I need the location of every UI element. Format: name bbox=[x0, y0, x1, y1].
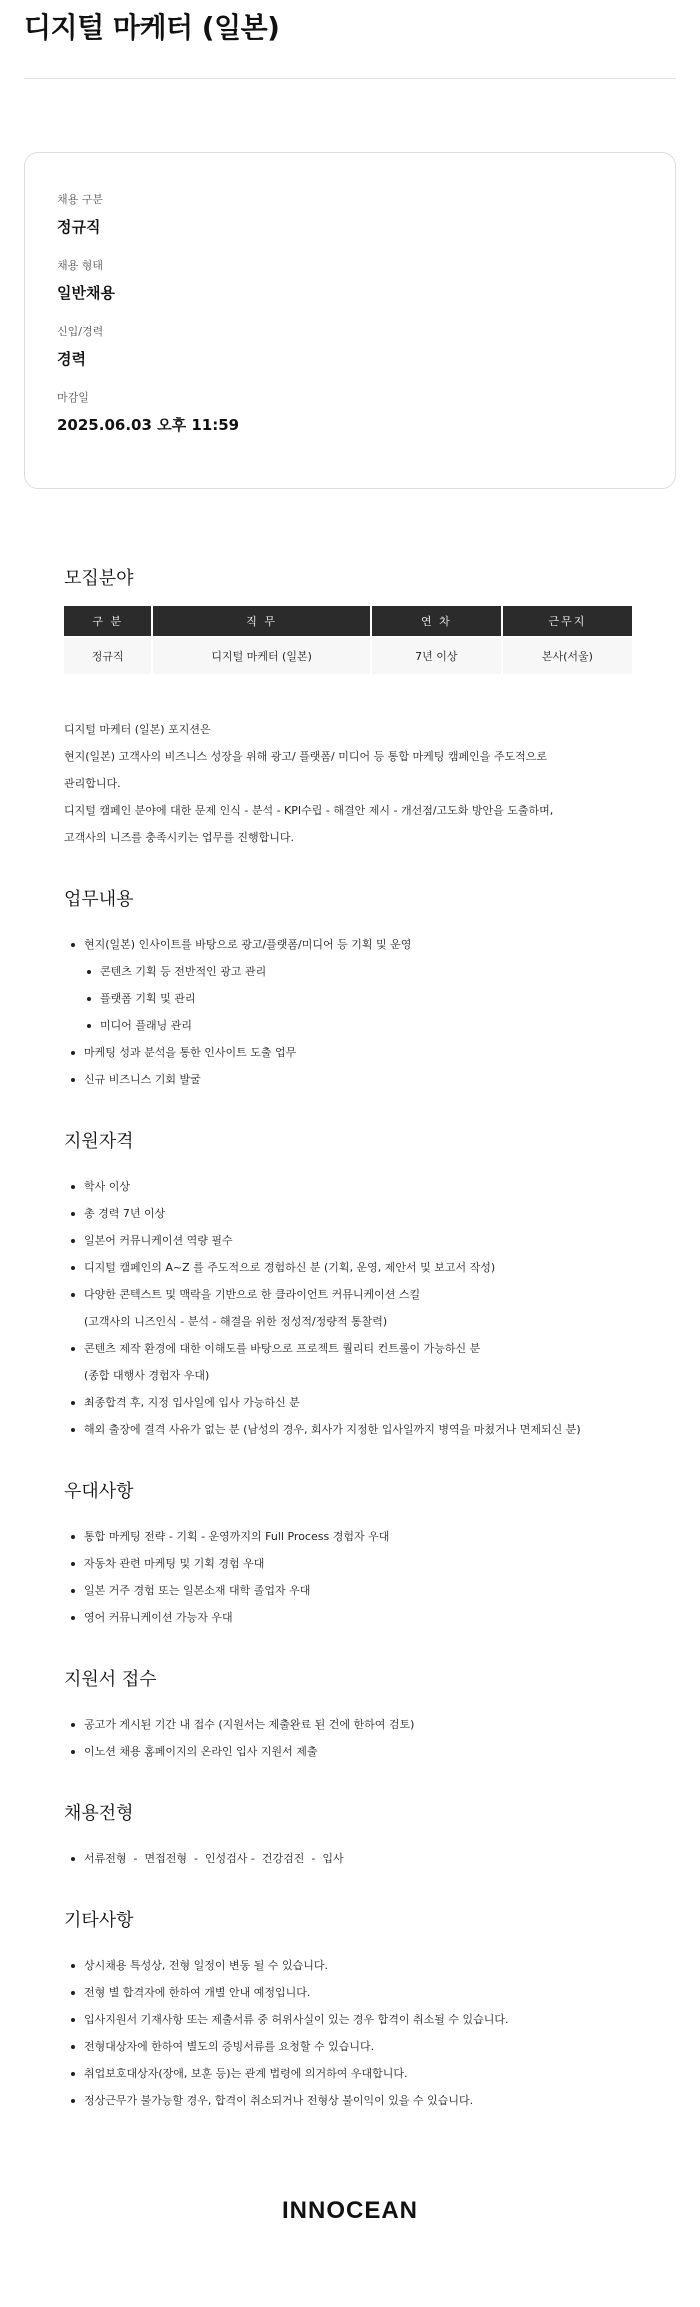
info-employment-category bbox=[57, 193, 643, 237]
table-header-cell: 직 무 bbox=[153, 606, 369, 636]
info-value: 일반채용 bbox=[57, 284, 115, 302]
table-cell: 디지털 마케터 (일본) bbox=[153, 636, 369, 674]
process-heading: 채용전형 bbox=[64, 1803, 134, 1824]
list-item: 신규 비즈니스 기회 발굴 bbox=[64, 1066, 636, 1093]
table-cell: 7년 이상 bbox=[372, 636, 501, 674]
info-career-level bbox=[57, 325, 643, 369]
description-line: 고객사의 니즈를 충족시키는 업무를 진행합니다. bbox=[64, 831, 295, 844]
list-item: 통합 마케팅 전략 - 기획 - 운영까지의 Full Process 경험자 우대 bbox=[64, 1523, 636, 1550]
list-item: 총 경력 7년 이상 bbox=[64, 1200, 636, 1227]
preferred-section bbox=[64, 1473, 636, 1631]
etc-heading: 기타사항 bbox=[64, 1910, 134, 1931]
info-deadline bbox=[57, 391, 643, 435]
process-list bbox=[64, 1845, 636, 1872]
qualifications-section bbox=[64, 1123, 636, 1443]
duties-heading: 업무내용 bbox=[64, 889, 134, 910]
list-item-continuation: (종합 대행사 경험자 우대) bbox=[84, 1369, 210, 1382]
page-title: 디지털 마케터 (일본) bbox=[24, 11, 280, 44]
description-line: 관리합니다. bbox=[64, 777, 121, 790]
info-label: 채용 형태 bbox=[57, 259, 104, 272]
apply-list bbox=[64, 1711, 636, 1765]
table-row bbox=[64, 636, 632, 674]
qualifications-heading: 지원자격 bbox=[64, 1131, 134, 1152]
innocean-logo: INNOCEAN bbox=[281, 2197, 418, 2224]
list-item: 취업보호대상자(장애, 보훈 등)는 관계 법령에 의거하여 우대합니다. bbox=[64, 2060, 636, 2087]
position-description bbox=[64, 716, 636, 851]
job-info-card bbox=[24, 152, 676, 489]
table-header-cell: 연 차 bbox=[372, 606, 501, 636]
list-item: 자동차 관련 마케팅 및 기획 경험 우대 bbox=[64, 1550, 636, 1577]
qualifications-list bbox=[64, 1173, 636, 1443]
table-cell: 본사(서울) bbox=[503, 636, 632, 674]
info-employment-type bbox=[57, 259, 643, 303]
list-item: 일본어 커뮤니케이션 역량 필수 bbox=[64, 1227, 636, 1254]
list-item: 다양한 콘텍스트 및 맥락을 기반으로 한 클라이언트 커뮤니케이션 스킬 bbox=[64, 1281, 636, 1308]
duties-list bbox=[64, 931, 636, 1093]
etc-list bbox=[64, 1952, 636, 2114]
apply-section bbox=[64, 1661, 636, 1765]
list-item: 공고가 게시된 기간 내 접수 (지원서는 제출완료 된 건에 한하여 검토) bbox=[64, 1711, 636, 1738]
preferred-list bbox=[64, 1523, 636, 1631]
description-line: 디지털 마케터 (일본) 포지션은 bbox=[64, 723, 211, 736]
list-item: 전형 별 합격자에 한하여 개별 안내 예정입니다. bbox=[64, 1979, 636, 2006]
list-item: 영어 커뮤니케이션 가능자 우대 bbox=[64, 1604, 636, 1631]
apply-heading: 지원서 접수 bbox=[64, 1669, 157, 1690]
info-label: 채용 구분 bbox=[57, 193, 104, 206]
list-item: 상시채용 특성상, 전형 일정이 변동 될 수 있습니다. bbox=[64, 1952, 636, 1979]
list-item: 전형대상자에 한하여 별도의 증빙서류를 요청할 수 있습니다. bbox=[64, 2033, 636, 2060]
list-item: 학사 이상 bbox=[64, 1173, 636, 1200]
list-item: 정상근무가 불가능할 경우, 합격이 취소되거나 전형상 불이익이 있을 수 있습니다. bbox=[64, 2087, 636, 2114]
info-value: 경력 bbox=[57, 350, 86, 368]
list-item: 플랫폼 기획 및 관리 bbox=[64, 985, 636, 1012]
table-header-cell: 구 분 bbox=[64, 606, 151, 636]
description-line: 현지(일본) 고객사의 비즈니스 성장을 위해 광고/ 플랫폼/ 미디어 등 통합 마케팅 캠페인을 주도적으로 bbox=[64, 750, 547, 763]
list-item: 현지(일본) 인사이트를 바탕으로 광고/플랫폼/미디어 등 기획 및 운영 bbox=[64, 931, 636, 958]
description-line: 디지털 캠페인 분야에 대한 문제 인식 - 분석 - KPI수립 - 해결안 제시 - 개선점/고도화 방안을 도출하며, bbox=[64, 804, 554, 817]
list-item: 일본 거주 경험 또는 일본소재 대학 졸업자 우대 bbox=[64, 1577, 636, 1604]
etc-section bbox=[64, 1902, 636, 2114]
info-label: 마감일 bbox=[57, 391, 89, 404]
list-item: 입사지원서 기재사항 또는 제출서류 중 허위사실이 있는 경우 합격이 취소될 수 있습니다. bbox=[64, 2006, 636, 2033]
info-label: 신입/경력 bbox=[57, 325, 104, 338]
list-item: 서류전형 - 면접전형 - 인성검사 - 건강검진 - 입사 bbox=[64, 1845, 636, 1872]
process-section bbox=[64, 1795, 636, 1872]
list-item: 마케팅 성과 분석을 통한 인사이트 도출 업무 bbox=[64, 1039, 636, 1066]
table-header-row bbox=[64, 606, 632, 636]
preferred-heading: 우대사항 bbox=[64, 1481, 134, 1502]
table-header-cell: 근무지 bbox=[503, 606, 632, 636]
list-item: 콘텐츠 제작 환경에 대한 이해도를 바탕으로 프로젝트 퀄리티 컨트롤이 가능하신 분 bbox=[64, 1335, 636, 1362]
list-item: 해외 출장에 결격 사유가 없는 분 (남성의 경우, 회사가 지정한 입사일까지 병역을 마쳤거나 면제되신 분) bbox=[64, 1416, 636, 1443]
list-item: 이노션 채용 홈페이지의 온라인 입사 지원서 제출 bbox=[64, 1738, 636, 1765]
duties-section bbox=[64, 881, 636, 1093]
list-item: 디지털 캠페인의 A~Z 를 주도적으로 경험하신 분 (기획, 운영, 제안서 및 보고서 작성) bbox=[64, 1254, 636, 1281]
list-item: 최종합격 후, 지정 입사일에 입사 가능하신 분 bbox=[64, 1389, 636, 1416]
info-value: 정규직 bbox=[57, 218, 101, 236]
list-item-continuation: (고객사의 니즈인식 - 분석 - 해결을 위한 정성적/정량적 통찰력) bbox=[84, 1315, 388, 1328]
info-value: 2025.06.03 오후 11:59 bbox=[57, 416, 240, 434]
recruit-table bbox=[62, 606, 634, 674]
list-item: 콘텐츠 기획 등 전반적인 광고 관리 bbox=[64, 958, 636, 985]
title-divider bbox=[24, 78, 676, 79]
list-item: 미디어 플래닝 관리 bbox=[64, 1012, 636, 1039]
table-cell: 정규직 bbox=[64, 636, 151, 674]
recruit-heading: 모집분야 bbox=[64, 568, 134, 589]
job-description-content bbox=[64, 560, 636, 2114]
